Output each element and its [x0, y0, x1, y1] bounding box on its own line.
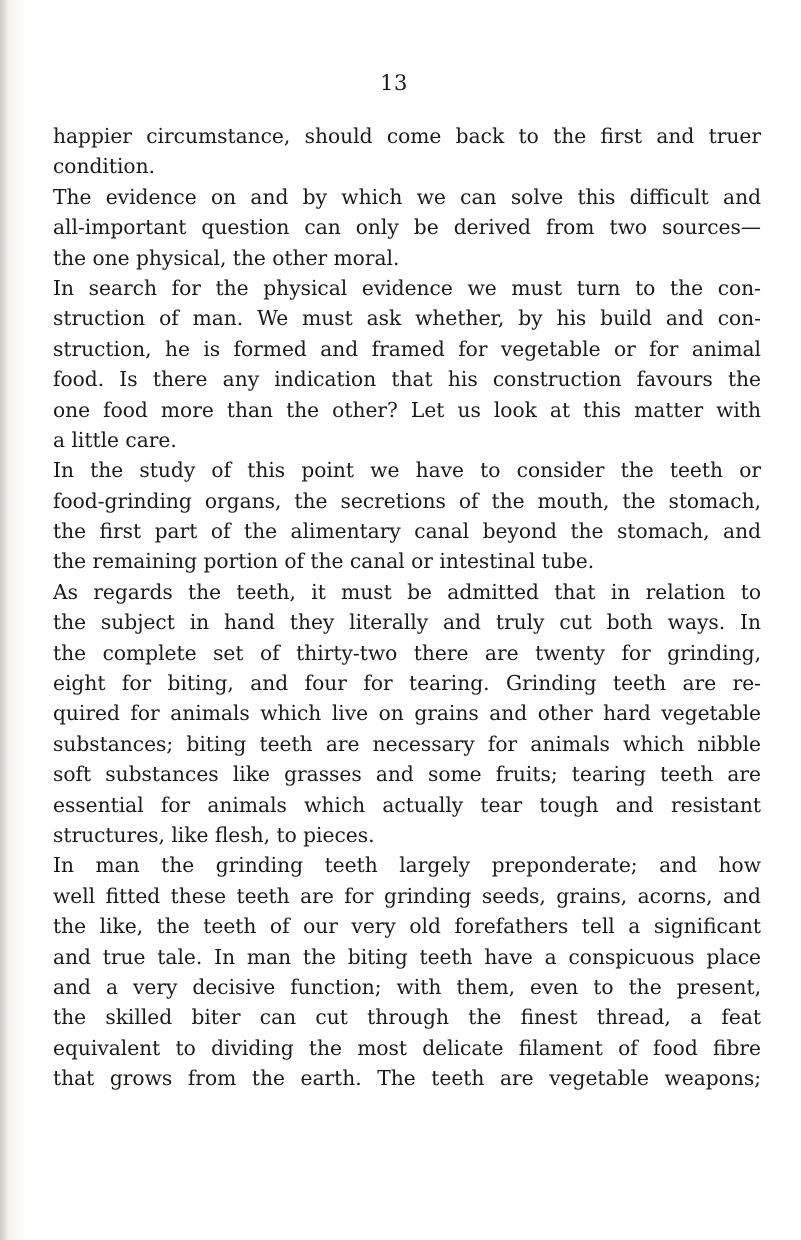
text-line: In search for the physical evidence we must turn to the con- — [53, 275, 761, 300]
text-line: the one physical, the other moral. — [53, 245, 400, 270]
text-line: eight for biting, and four for tearing. Grinding teeth are re- — [53, 671, 761, 696]
text-line: struction of man. We must ask whether, by his build and con- — [53, 306, 761, 331]
text-line: essential for animals which actually tear tough and resistant — [53, 792, 761, 817]
text-line: one food more than the other? Let us look at this matter with — [53, 397, 761, 422]
text-line: happier circumstance, should come back to the first and truer — [53, 124, 761, 148]
binding-shadow — [0, 0, 8, 1240]
text-line: condition. — [53, 154, 155, 179]
text-line: and true tale. In man the biting teeth have a conspicuous place — [53, 944, 761, 969]
text-line: soft substances like grasses and some fruits; tearing teeth are — [53, 762, 761, 787]
text-line: The evidence on and by which we can solve this difficult and — [53, 184, 761, 209]
text-line: well fitted these teeth are for grinding seeds, grains, acorns, and — [53, 883, 761, 908]
page-number: 13 — [380, 71, 408, 95]
text-line: food. Is there any indication that his construction favours the — [53, 367, 761, 392]
text-line: substances; biting teeth are necessary for animals which nibble — [53, 731, 761, 756]
text-line: all-important question can only be derived from two sources— — [53, 215, 761, 240]
text-line: a little care. — [53, 427, 177, 452]
text-line: the skilled biter can cut through the finest thread, a feat — [53, 1005, 761, 1030]
text-line: struction, he is formed and framed for vegetable or for animal — [53, 336, 761, 361]
text-line: the subject in hand they literally and truly cut both ways. In — [53, 610, 761, 635]
text-line: food-grinding organs, the secretions of the mouth, the stomach, — [53, 488, 761, 513]
text-line: In man the grinding teeth largely preponderate; and how — [53, 853, 761, 878]
body-text — [53, 121, 761, 1094]
text-line: the like, the teeth of our very old forefathers tell a significant — [53, 914, 761, 939]
text-line: the complete set of thirty-two there are twenty for grinding, — [53, 640, 761, 665]
text-line: that grows from the earth. The teeth are vegetable weapons; — [53, 1066, 761, 1091]
text-line: and a very decisive function; with them, even to the present, — [53, 974, 761, 999]
text-line: structures, like flesh, to pieces. — [53, 822, 375, 847]
text-line: equivalent to dividing the most delicate filament of food fibre — [53, 1035, 761, 1060]
text-line: the first part of the alimentary canal beyond the stomach, and — [53, 519, 761, 544]
text-line: As regards the teeth, it must be admitted that in relation to — [53, 579, 761, 604]
text-line: In the study of this point we have to consider the teeth or — [53, 458, 761, 483]
text-line: the remaining portion of the canal or intestinal tube. — [53, 549, 595, 574]
text-line: quired for animals which live on grains and other hard vegetable — [53, 701, 761, 726]
